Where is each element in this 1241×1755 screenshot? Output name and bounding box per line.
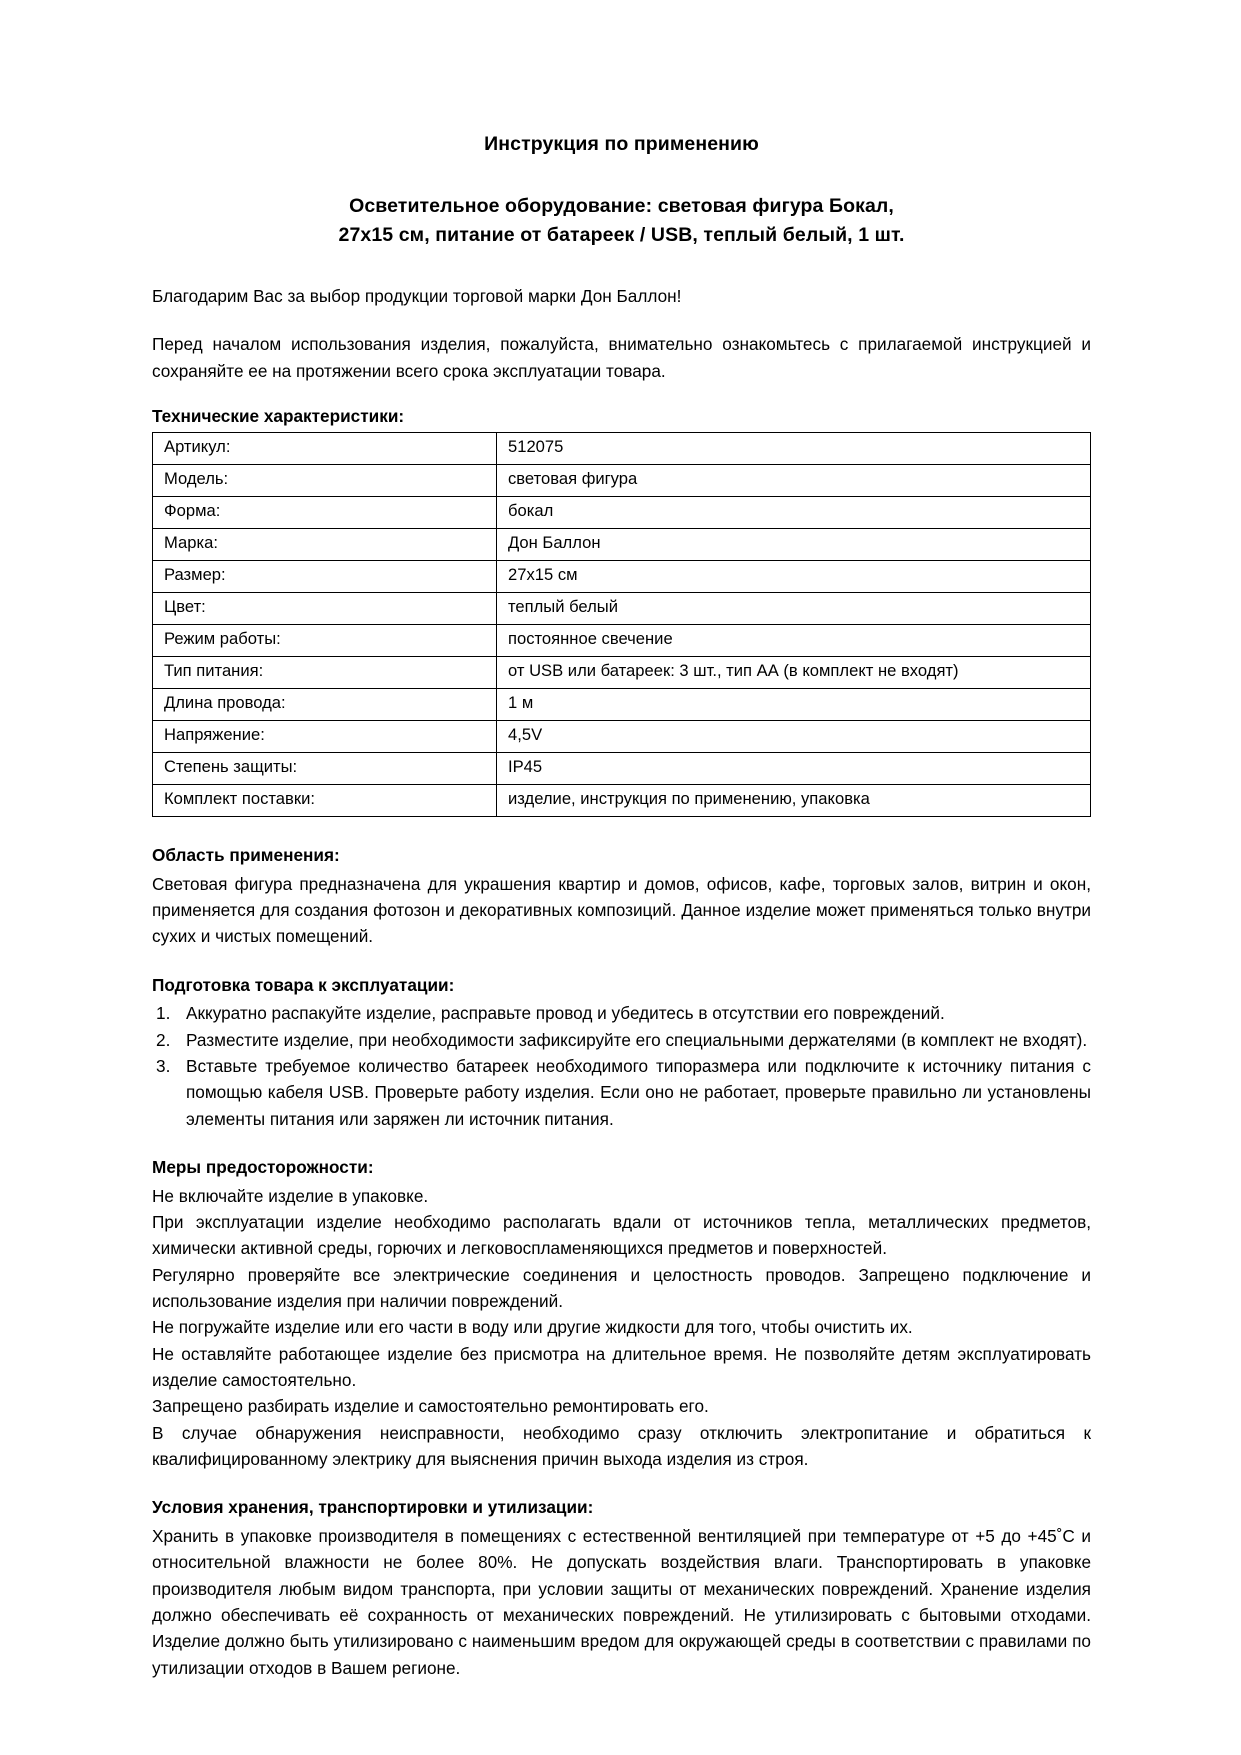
intro-paragraph: Перед началом использования изделия, пожалуйста, внимательно ознакомьтесь с прилагаемой инструкцией и сохраняйте ее на протяжении всего срока эксплуатации товара.	[152, 334, 1091, 381]
table-row	[153, 560, 1091, 592]
precaution-item: В случае обнаружения неисправности, необходимо сразу отключить электропитание и обратиться к квалифицированному электрику для выяснения причин выхода изделия из строя.	[152, 1422, 1091, 1469]
table-row	[153, 496, 1091, 528]
table-row	[153, 784, 1091, 816]
spec-value: Дон Баллон	[497, 528, 1091, 560]
spec-key: Режим работы:	[153, 624, 497, 656]
precaution-item: При эксплуатации изделие необходимо располагать вдали от источников тепла, металлических предметов, химически активной среды, горючих и легковоспламеняющихся предметов и поверхностей.	[152, 1212, 1091, 1259]
precautions-section	[152, 1155, 1091, 1472]
precaution-item: Регулярно проверяйте все электрические соединения и целостность проводов. Запрещено подключение и использование изделия при наличии повреждений.	[152, 1264, 1091, 1311]
table-row	[153, 592, 1091, 624]
table-row	[153, 432, 1091, 464]
spec-value: IP45	[497, 752, 1091, 784]
table-row	[153, 752, 1091, 784]
precaution-item: Не включайте изделие в упаковке.	[152, 1185, 429, 1206]
table-row	[153, 464, 1091, 496]
list-item: Аккуратно распакуйте изделие, расправьте провод и убедитесь в отсутствии его повреждений.	[186, 1003, 945, 1024]
table-row	[153, 656, 1091, 688]
spec-value: бокал	[497, 496, 1091, 528]
spec-key: Степень защиты:	[153, 752, 497, 784]
spec-key: Комплект поставки:	[153, 784, 497, 816]
spec-key: Марка:	[153, 528, 497, 560]
application-text: Световая фигура предназначена для украшения квартир и домов, офисов, кафе, торговых залов, витрин и окон, применяется для создания фотозон и декоративных композиций. Данное изделие может применяться только внутри сухих и чистых помещений.	[152, 873, 1091, 947]
storage-text: Хранить в упаковке производителя в помещениях с естественной вентиляцией при температуре от +5 до +45˚С и относительной влажности не более 80%. Не допускать воздействия влаги. Транспортировать в упаковке производителя любым видом транспорта, при условии защиты от механических повреждений. Хранение изделия должно обеспечивать её сохранность от механических повреждений. Не утилизировать с бытовыми отходами. Изделие должно быть утилизировано с наименьшим вредом для окружающей среды в соответствии с правилами по утилизации отходов в Вашем регионе.	[152, 1525, 1091, 1678]
thanks-paragraph: Благодарим Вас за выбор продукции торговой марки Дон Баллон!	[152, 285, 682, 306]
spec-value: световая фигура	[497, 464, 1091, 496]
precaution-item: Запрещено разбирать изделие и самостоятельно ремонтировать его.	[152, 1396, 709, 1417]
list-item: Вставьте требуемое количество батареек необходимого типоразмера или подключите к источнику питания с помощью кабеля USB. Проверьте работу изделия. Если оно не работает, проверьте правильно ли установлены элементы питания или заряжен ли источник питания.	[186, 1056, 1091, 1129]
preparation-steps	[152, 1000, 1091, 1132]
table-row	[153, 688, 1091, 720]
spec-key: Артикул:	[153, 432, 497, 464]
spec-key: Длина провода:	[153, 688, 497, 720]
spec-key: Цвет:	[153, 592, 497, 624]
table-row	[153, 624, 1091, 656]
application-heading: Область применения:	[152, 844, 340, 865]
preparation-heading: Подготовка товара к эксплуатации:	[152, 974, 455, 995]
precaution-item: Не оставляйте работающее изделие без присмотра на длительное время. Не позволяйте детям эксплуатировать изделие самостоятельно.	[152, 1343, 1091, 1390]
precaution-item: Не погружайте изделие или его части в воду или другие жидкости для того, чтобы очистить их.	[152, 1317, 913, 1338]
spec-value: постоянное свечение	[497, 624, 1091, 656]
spec-value: 27x15 см	[497, 560, 1091, 592]
spec-key: Тип питания:	[153, 656, 497, 688]
spec-value: 4,5V	[497, 720, 1091, 752]
list-item: Разместите изделие, при необходимости зафиксируйте его специальными держателями (в комплект не входят).	[186, 1029, 1088, 1050]
specs-heading: Технические характеристики:	[152, 405, 405, 426]
storage-heading: Условия хранения, транспортировки и утилизации:	[152, 1497, 594, 1518]
spec-key: Размер:	[153, 560, 497, 592]
spec-key: Форма:	[153, 496, 497, 528]
product-title-line-1: Осветительное оборудование: световая фигура Бокал,	[349, 195, 894, 218]
table-row	[153, 720, 1091, 752]
storage-section	[152, 1495, 1091, 1681]
spec-value: от USB или батареек: 3 шт., тип АА (в комплект не входят)	[497, 656, 1091, 688]
preparation-section	[152, 973, 1091, 1132]
spec-key: Модель:	[153, 464, 497, 496]
spec-key: Напряжение:	[153, 720, 497, 752]
product-title-line-2: 27x15 см, питание от батареек / USB, теплый белый, 1 шт.	[338, 223, 905, 246]
spec-value: 512075	[497, 432, 1091, 464]
spec-value: 1 м	[497, 688, 1091, 720]
precautions-heading: Меры предосторожности:	[152, 1156, 374, 1177]
page-title: Инструкция по применению	[484, 133, 759, 155]
product-title	[152, 192, 1091, 249]
spec-value: теплый белый	[497, 592, 1091, 624]
application-section	[152, 843, 1091, 950]
table-row	[153, 528, 1091, 560]
spec-value: изделие, инструкция по применению, упаковка	[497, 784, 1091, 816]
specifications-table	[152, 432, 1091, 817]
